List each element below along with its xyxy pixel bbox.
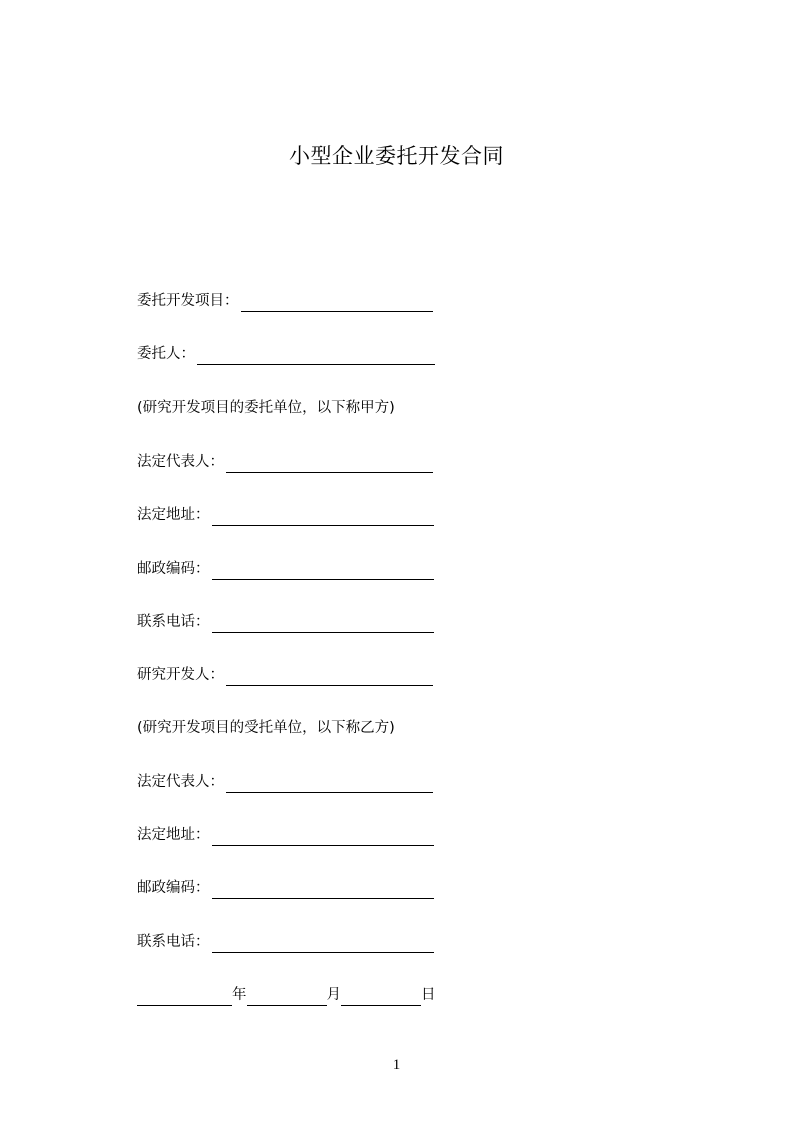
field-client-rep-blank[interactable] — [226, 454, 433, 473]
date-year-label: 年 — [232, 987, 247, 1003]
field-project-blank[interactable] — [241, 293, 433, 312]
field-developer-rep — [137, 771, 433, 793]
field-client-label: 委托人： — [137, 346, 195, 362]
field-client-postcode — [137, 558, 434, 580]
field-client-rep — [137, 451, 433, 473]
field-client-phone-label: 联系电话： — [137, 614, 210, 630]
client-note-text: (研究开发项目的委托单位，以下称甲方) — [137, 400, 395, 416]
field-developer-rep-label: 法定代表人： — [137, 774, 224, 790]
field-developer-address — [137, 824, 434, 846]
date-day-blank[interactable] — [341, 987, 421, 1006]
client-note — [137, 397, 395, 419]
field-client-address — [137, 504, 434, 526]
date-month-blank[interactable] — [247, 987, 327, 1006]
field-developer-postcode-label: 邮政编码： — [137, 880, 210, 896]
field-developer-phone-blank[interactable] — [212, 934, 434, 953]
field-developer-blank[interactable] — [226, 667, 433, 686]
field-developer-address-blank[interactable] — [212, 827, 434, 846]
field-client-blank[interactable] — [197, 346, 435, 365]
field-project-label: 委托开发项目： — [137, 293, 239, 309]
field-client-postcode-label: 邮政编码： — [137, 561, 210, 577]
developer-note — [137, 717, 395, 739]
date-day-label: 日 — [421, 987, 436, 1003]
field-client — [137, 343, 435, 365]
field-developer-phone-label: 联系电话： — [137, 934, 210, 950]
date-line — [137, 984, 436, 1006]
field-client-rep-label: 法定代表人： — [137, 454, 224, 470]
field-client-phone-blank[interactable] — [212, 614, 434, 633]
date-month-label: 月 — [326, 987, 341, 1003]
developer-note-text: (研究开发项目的受托单位，以下称乙方) — [137, 720, 395, 736]
field-developer-postcode — [137, 877, 434, 899]
field-client-postcode-blank[interactable] — [212, 561, 434, 580]
field-developer-label: 研究开发人： — [137, 667, 224, 683]
field-developer-rep-blank[interactable] — [226, 774, 433, 793]
field-client-phone — [137, 611, 434, 633]
field-developer-address-label: 法定地址： — [137, 827, 210, 843]
field-developer-postcode-blank[interactable] — [212, 880, 434, 899]
field-client-address-label: 法定地址： — [137, 507, 210, 523]
field-client-address-blank[interactable] — [212, 507, 434, 526]
page-number: 1 — [392, 1057, 401, 1073]
date-year-blank[interactable] — [137, 987, 232, 1006]
document-title: 小型企业委托开发合同 — [289, 144, 504, 168]
field-project — [137, 290, 433, 312]
field-developer-phone — [137, 931, 434, 953]
field-developer — [137, 664, 433, 686]
